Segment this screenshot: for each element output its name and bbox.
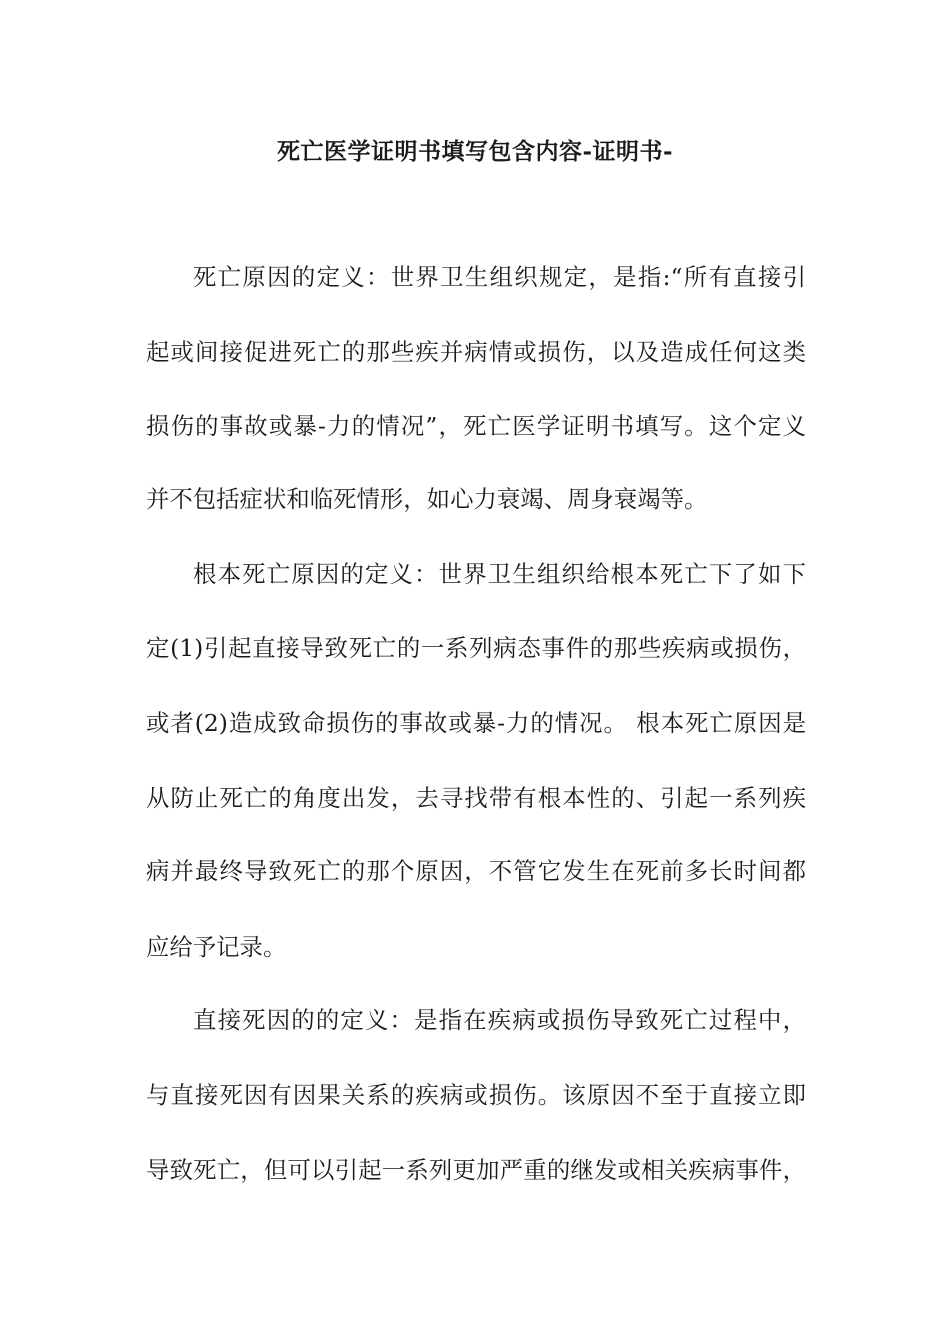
text-line: 直接死因的的定义：是指在疾病或损伤导致死亡过程中， xyxy=(193,1006,806,1034)
text-line: 从防止死亡的角度出发，去寻找带有根本性的、引起一系列疾 xyxy=(146,784,806,812)
text-line: 起或间接促进死亡的那些疾并病情或损伤，以及造成任何这类 xyxy=(146,338,806,366)
text-line: 导致死亡，但可以引起一系列更加严重的继发或相关疾病事件， xyxy=(146,1156,806,1184)
text-line: 根本死亡原因的定义：世界卫生组织给根本死亡下了如下 xyxy=(193,560,806,588)
text-line: 或者(2)造成致命损伤的事故或暴-力的情况。 根本死亡原因是 xyxy=(146,709,806,737)
text-line: 应给予记录。 xyxy=(146,933,287,961)
document-title: 死亡医学证明书填写包含内容-证明书- xyxy=(276,138,674,165)
text-line: 并不包括症状和临死情形，如心力衰竭、周身衰竭等。 xyxy=(146,485,708,513)
text-line: 定(1)引起直接导致死亡的一系列病态事件的那些疾病或损伤， xyxy=(146,634,806,662)
text-line: 与直接死因有因果关系的疾病或损伤。该原因不至于直接立即 xyxy=(146,1081,806,1109)
text-line: 损伤的事故或暴-力的情况”，死亡医学证明书填写。这个定义 xyxy=(146,412,806,440)
text-line: 死亡原因的定义：世界卫生组织规定，是指:“所有直接引 xyxy=(193,263,806,291)
text-line: 病并最终导致死亡的那个原因，不管它发生在死前多长时间都 xyxy=(146,857,806,885)
